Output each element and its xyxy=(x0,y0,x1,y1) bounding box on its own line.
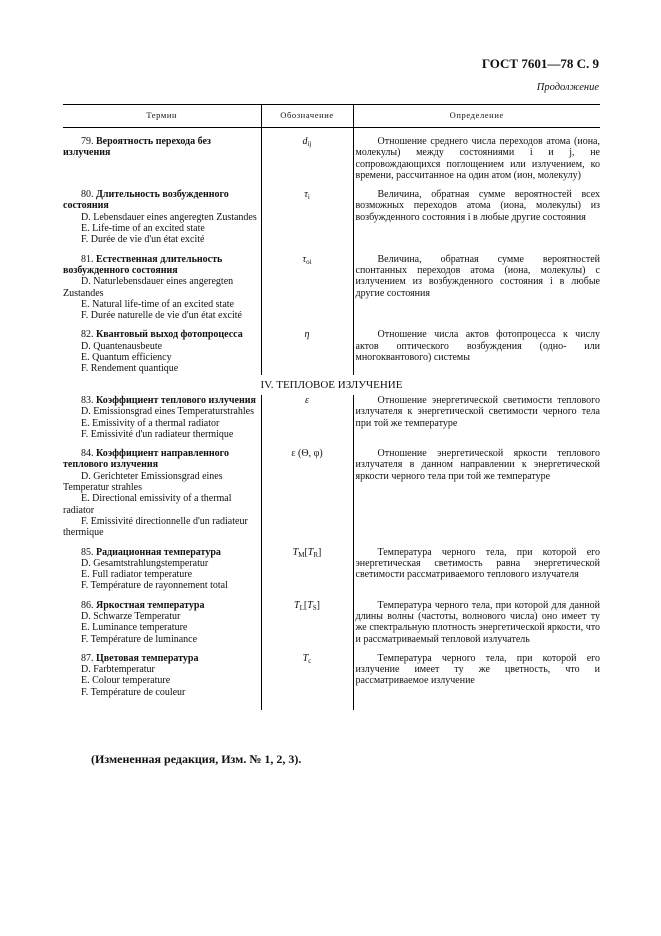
term-definition: Величина, обратная сумме вероятностей всех возможных переходов атома (иона, молекулы) из возбужденного состояния i в любые другие состояния xyxy=(355,189,600,223)
term-definition: Отношение энергетической светимости теплового излучателя к энергетической светимости черного тела при той же температуре xyxy=(355,394,600,429)
table-row: 87. Цветовая температура D. Farbtemperatur E. Colour temperature F. Température de couleur $T_c$ Температура черного тела, при которой его излучение имеет ту же цветность, что и рассматриваемое излучение xyxy=(63,653,600,698)
table-row: 80. Длительность возбужденного состояния D. Lebensdauer eines angeregten Zustandes E. Life-time of an excited state F. Durée de vie d'un état excité $\tau_i$ Величина, обратная сумме вероятностей всех возможных переходов атома (иона, молекулы) из возбужденного состояния i в любые другие состояния xyxy=(63,189,600,246)
term-english: E. Directional emissivity of a thermal radiator xyxy=(63,493,232,516)
term-name: Коэффициент теплового излучения xyxy=(96,394,256,406)
term-german: D. Schwarze Temperatur xyxy=(81,610,181,622)
table-row: 85. Радиационная температура D. Gesamtstrahlungstemperatur E. Full radiator temperature F. Température de rayonnement total $T_M[T_R]$ Температура черного тела, при которой его энергетическая светимость равна энергетической светимости рассматриваемого теплового излучателя xyxy=(63,547,600,592)
term-english: E. Natural life-time of an excited state xyxy=(81,298,234,310)
term-name: Радиационная температура xyxy=(96,546,221,558)
term-symbol: d xyxy=(302,136,308,147)
term-french: F. Température de couleur xyxy=(81,686,186,698)
term-french: F. Température de rayonnement total xyxy=(81,580,228,592)
term-german: D. Lebensdauer eines angeregten Zustandes xyxy=(81,211,257,223)
table-row xyxy=(63,329,600,374)
term-name: Длительность возбужденного состояния xyxy=(63,189,229,212)
term-definition: Величина, обратная сумме вероятностей спонтанных переходов атома (иона, молекулы) с излучением из возбужденного состояния i в любые другие состояния xyxy=(355,253,600,299)
term-name: Естественная длительность возбужденного состояния xyxy=(63,253,223,276)
column-header-term: Термин xyxy=(63,105,261,128)
term-symbol: T xyxy=(292,546,299,558)
term-german: D. Farbtemperatur xyxy=(81,664,155,676)
term-english: E. Emissivity of a thermal radiator xyxy=(81,417,220,429)
table-row xyxy=(63,448,600,538)
term-german: D. Naturlebensdauer eines angeregten Zustandes xyxy=(63,276,234,299)
term-symbol-alt: T xyxy=(307,599,313,611)
table-row xyxy=(63,395,600,440)
term-definition: Отношение энергетической яркости теплового излучателя в данном направлении к энергетической яркости черного тела при той же температуре xyxy=(355,448,600,482)
term-definition: Температура черного тела, при которой для данной длины волны (частоты, волнового числа) оно имеет ту же спектральную плотность энергетической яркости, что и рассматриваемый тепловой излучатель xyxy=(355,599,600,645)
term-french: F. Durée naturelle de vie d'un état excité xyxy=(81,310,242,322)
term-symbol-alt: T xyxy=(307,546,314,558)
term-symbol: ε (Θ, φ) xyxy=(291,448,323,460)
page-header: ГОСТ 7601—78 С. 9 xyxy=(481,56,599,71)
column-header-symbol: Обозначение xyxy=(261,105,353,128)
term-name: Коэффициент направленного теплового излучения xyxy=(63,448,229,471)
term-number: 85. xyxy=(81,546,94,558)
term-german: D. Gerichteter Emissionsgrad eines Temperatur strahles xyxy=(63,470,223,494)
term-french: F. Emissivité directionnelle d'un radiateur thermique xyxy=(63,515,248,539)
term-definition: Температура черного тела, при которой его излучение имеет ту же цветность, что и рассматриваемое излучение xyxy=(355,652,600,687)
term-english: E. Quantum efficiency xyxy=(81,352,172,364)
term-definition: Температура черного тела, при которой его энергетическая светимость равна энергетической светимости рассматриваемого теплового излучателя xyxy=(355,546,600,581)
terms-table xyxy=(63,104,600,710)
term-french: F. Température de luminance xyxy=(81,633,198,645)
term-symbol: τ xyxy=(302,253,307,265)
term-number: 83. xyxy=(81,394,94,406)
term-number: 81. xyxy=(81,253,94,265)
term-definition: Отношение числа актов фотопроцесса к числу актов оптического возбуждения (одно- или многоквантового) системы xyxy=(355,329,600,364)
term-name: Вероятность перехода без излучения xyxy=(63,136,211,159)
term-number: 82. xyxy=(81,329,94,341)
term-english: E. Luminance temperature xyxy=(81,622,188,634)
term-french: F. Rendement quantique xyxy=(81,363,179,375)
term-number: 87. xyxy=(81,652,94,664)
amendment-note: (Измененная редакция, Изм. № 1, 2, 3). xyxy=(91,752,302,766)
term-name: Квантовый выход фотопроцесса xyxy=(96,329,243,341)
term-french: F. Durée de vie d'un état excité xyxy=(81,234,205,246)
table-row: 86. Яркостная температура D. Schwarze Temperatur E. Luminance temperature F. Température de luminance $T_L[T_S]$ Температура черного тела, при которой для данной длины волны (частоты, волнового числа) оно имеет ту же спектральную плотность энергетической яркости, что и рассматриваемый тепловой излучатель xyxy=(63,600,600,645)
term-german: D. Gesamtstrahlungstemperatur xyxy=(81,557,209,569)
term-number: 80. xyxy=(81,189,94,201)
term-english: E. Full radiator temperature xyxy=(81,569,193,581)
term-number: 79. xyxy=(81,136,94,147)
term-number: 84. xyxy=(81,448,94,460)
term-name: Яркостная температура xyxy=(96,599,205,611)
term-german: D. Emissionsgrad eines Temperaturstrahles xyxy=(81,406,254,418)
term-german: D. Quantenausbeute xyxy=(81,340,163,352)
table-row: 79. Вероятность перехода без излучения $d_{ij}$ Отношение среднего числа переходов атома (иона, молекулы) между состояниями i и j, не сопровождающихся поглощением или излучением, ко времени, рассчитанное на один атом (ион, молекулу) xyxy=(63,136,600,181)
table-row: 81. Естественная длительность возбужденного состояния D. Naturlebensdauer eines angeregten Zustandes E. Natural life-time of an excited state F. Durée naturelle de vie d'un état excité $\tau_{oi}$ Величина, обратная сумме вероятностей спонтанных переходов атома (иона, молекулы) с излучением из возбужденного состояния i в любые другие состояния xyxy=(63,253,600,322)
term-definition: Отношение среднего числа переходов атома (иона, молекулы) между состояниями i и j, не сопровождающихся поглощением или излучением, ко времени, рассчитанное на один атом (ион, молекулу) xyxy=(355,136,600,181)
term-symbol: ε xyxy=(305,394,309,406)
term-number: 86. xyxy=(81,599,94,611)
continuation-label: Продолжение xyxy=(536,82,599,93)
term-symbol: η xyxy=(304,329,310,341)
term-english: E. Life-time of an excited state xyxy=(81,223,205,235)
term-french: F. Emissivité d'un radiateur thermique xyxy=(81,428,234,440)
term-symbol: τ xyxy=(304,189,308,201)
term-symbol: T xyxy=(294,599,300,611)
term-symbol: T xyxy=(302,652,309,664)
column-header-definition: Определение xyxy=(353,105,600,128)
section-heading: IV. ТЕПЛОВОЕ ИЗЛУЧЕНИЕ xyxy=(260,378,403,391)
term-name: Цветовая температура xyxy=(96,652,199,664)
term-english: E. Colour temperature xyxy=(81,675,171,687)
